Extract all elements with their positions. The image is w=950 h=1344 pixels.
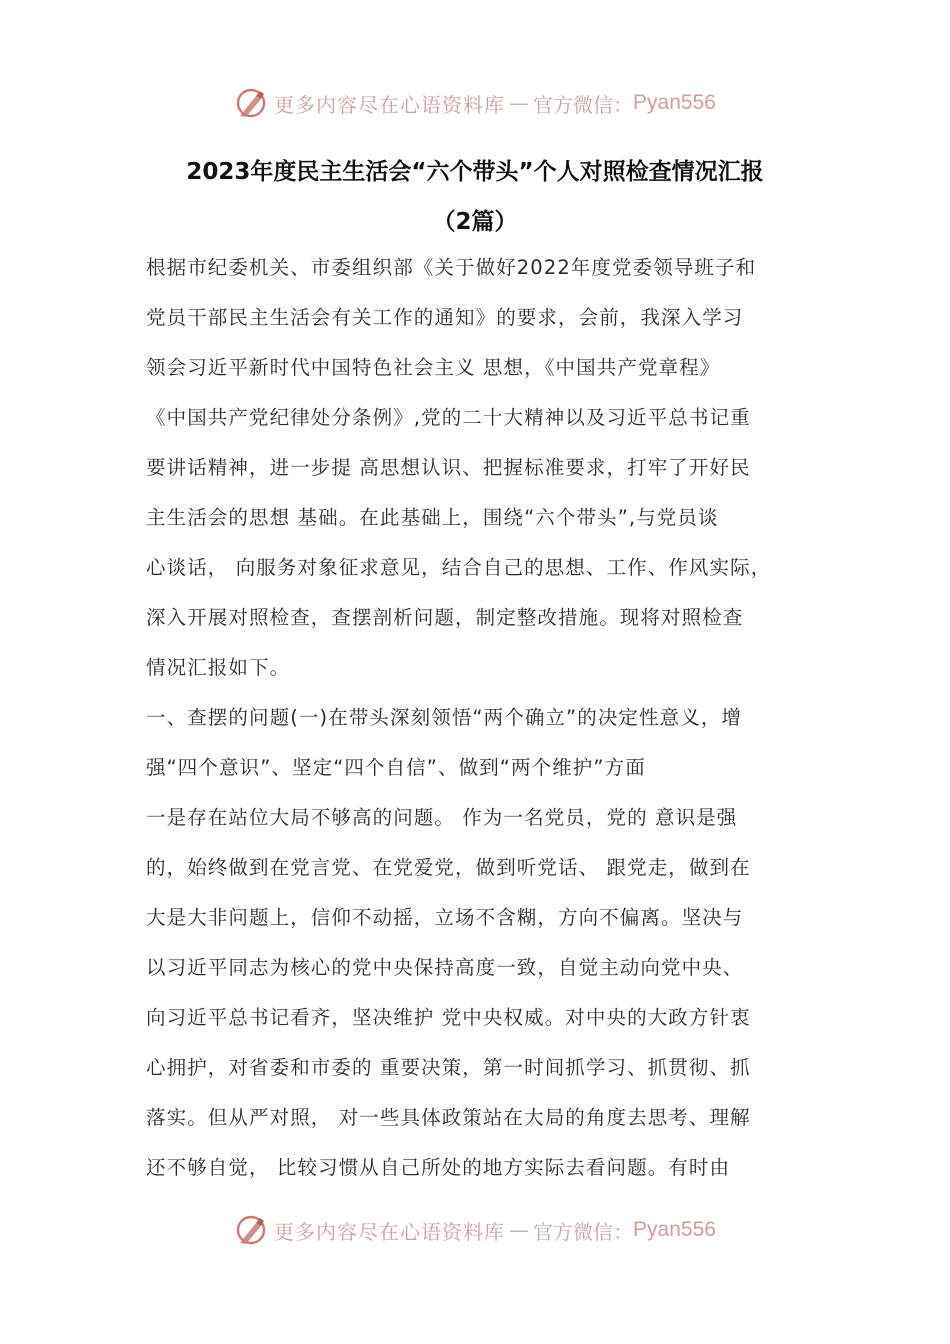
watermark-text: 更多内容尽在心语资料库 [274,92,506,117]
watermark-id: Pyan556 [633,1218,716,1241]
body-line: 落实。但从严对照， 对一些具体政策站在大局的角度去思考、理解 [146,1106,751,1129]
footer-watermark [0,1205,950,1255]
header-watermark [0,78,950,128]
watermark-label: 官方微信： [533,92,634,117]
pen-logo-icon [234,1213,268,1247]
body-line: 党员干部民主生活会有关工作的通知》的要求，会前，我深入学习 [146,306,744,329]
body-line: 的，始终做到在党言党、在党爱党，做到听党话、 跟党走，做到在 [146,856,751,879]
document-title: 2023年度民主生活会“六个带头”个人对照检查情况汇报 [186,159,764,185]
body-line: 心拥护，对省委和市委的 重要决策，第一时间抓学习、抓贯彻、抓 [146,1056,751,1079]
body-line: 《中国共产党纪律处分条例》,党的二十大精神以及习近平总书记重 [146,406,751,429]
body-line: 要讲话精神，进一步提 高思想认识、把握标准要求，打牢了开好民 [146,456,751,479]
body-line: 一是存在站位大局不够高的问题。 作为一名党员，党的 意识是强 [146,806,738,829]
body-line: 大是大非问题上，信仰不动摇，立场不含糊，方向不偏离。坚决与 [146,906,744,929]
watermark-id: Pyan556 [633,91,716,114]
document-body [146,250,816,1200]
body-line: 根据市纪委机关、市委组织部《关于做好2022年度党委领导班子和 [146,256,757,279]
body-line: 主生活会的思想 基础。在此基础上，围绕“六个带头”,与党员谈 [146,506,719,529]
body-line: 以习近平同志为核心的党中央保持高度一致，自觉主动向党中央、 [146,956,744,979]
body-line: 向习近平总书记看齐，坚决维护 党中央权威。对中央的大政方针衷 [146,1006,751,1029]
body-line: 心谈话， 向服务对象征求意见，结合自己的思想、工作、作风实际， [146,556,772,579]
watermark-separator: — [509,91,530,115]
watermark-separator: — [509,1218,530,1242]
body-line: 情况汇报如下。 [146,656,291,679]
body-line: 领会习近平新时代中国特色社会主义 思想，《中国共产党章程》 [146,356,721,379]
section-heading-line: 强“四个意识”、坚定“四个自信”、做到“两个维护”方面 [146,756,646,779]
body-line: 还不够自觉， 比较习惯从自己所处的地方实际去看问题。有时由 [146,1156,731,1179]
document-subtitle: （2篇） [432,209,518,235]
body-line: 深入开展对照检查，查摆剖析问题，制定整改措施。现将对照检查 [146,606,744,629]
pen-logo-icon [234,86,268,120]
watermark-label: 官方微信： [533,1219,634,1244]
section-heading-line: 一、查摆的问题(一)在带头深刻领悟“两个确立”的决定性意义，增 [146,706,743,729]
watermark-text: 更多内容尽在心语资料库 [274,1219,506,1244]
